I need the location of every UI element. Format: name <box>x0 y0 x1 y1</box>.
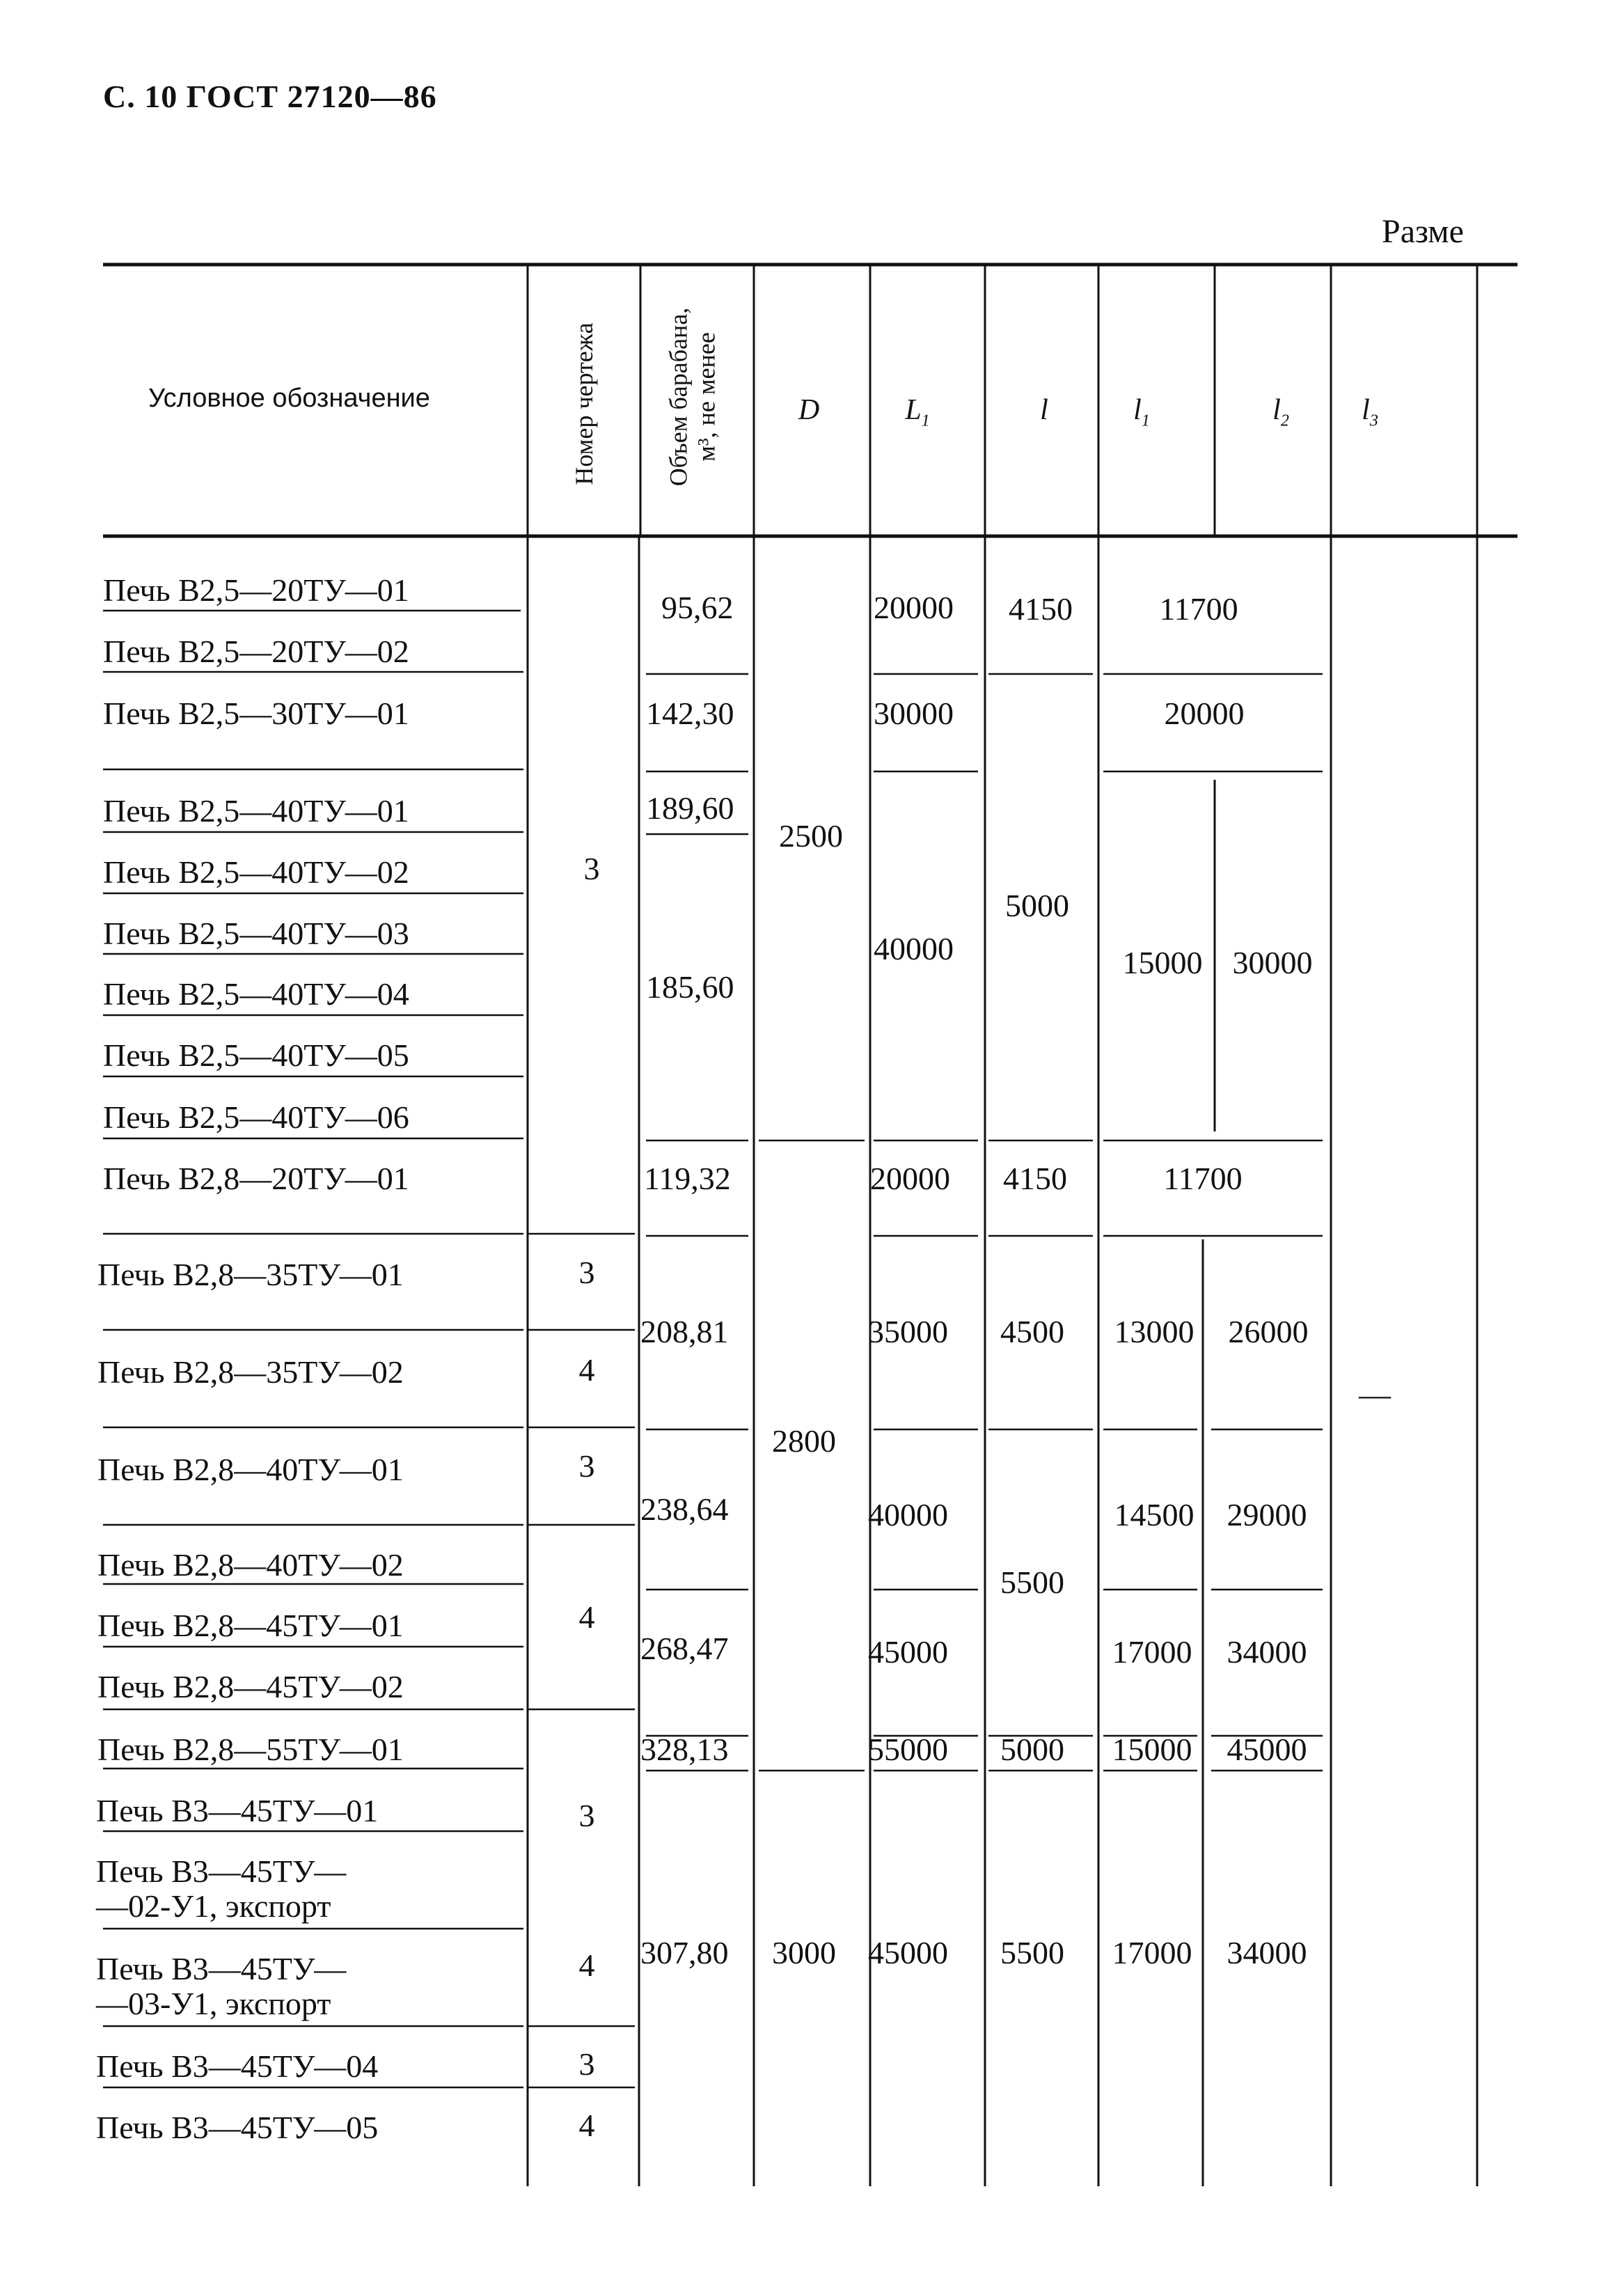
l1-cell: 14500 <box>1114 1497 1195 1532</box>
l2-cell: 26000 <box>1228 1314 1309 1349</box>
l-cell: 4150 <box>1009 591 1073 627</box>
volume-cell: 119,32 <box>644 1161 731 1196</box>
header-drum-volume-line2: м³, не менее <box>692 332 720 462</box>
header-l2-letter: l <box>1272 394 1281 426</box>
volume-cell: 328,13 <box>640 1732 729 1767</box>
l1-cell: 17000 <box>1112 1634 1192 1670</box>
row-label: Печь В2,5—40ТУ—03 <box>103 916 409 951</box>
l-cell: 5500 <box>1000 1935 1064 1970</box>
volume-cell: 268,47 <box>640 1631 729 1666</box>
row-label: Печь В2,8—20ТУ—01 <box>103 1161 409 1196</box>
drawing-no-cell: 3 <box>578 2046 595 2082</box>
header-L1-letter: L <box>905 394 922 426</box>
drawing-no-cell: 3 <box>578 1798 595 1833</box>
row-label: Печь В3—45ТУ—04 <box>96 2048 379 2084</box>
volume-cell: 189,60 <box>646 790 734 826</box>
l1-big-cell: 45000 <box>868 1634 948 1670</box>
row-label: Печь В2,5—40ТУ—02 <box>103 854 409 890</box>
header-designation: Условное обозначение <box>148 384 430 413</box>
header-D: D <box>798 394 820 426</box>
row-label: Печь В2,8—35ТУ—01 <box>97 1257 404 1292</box>
l-cell: 4500 <box>1000 1314 1064 1349</box>
l1-cell: 11700 <box>1159 591 1238 627</box>
row-label-cont: —02-У1, экспорт <box>96 1888 331 1924</box>
l1-big-cell: 40000 <box>868 1497 948 1532</box>
l-cell: 5500 <box>1000 1565 1064 1600</box>
volume-cell: 95,62 <box>661 590 734 625</box>
header-l1-sub: 1 <box>1141 411 1150 430</box>
row-label: Печь В2,8—45ТУ—01 <box>97 1608 404 1643</box>
l1-cell: 15000 <box>1122 945 1203 980</box>
page-header: С. 10 ГОСТ 27120—86 <box>103 79 437 114</box>
volume-cell: 185,60 <box>646 969 734 1005</box>
l1-big-cell: 30000 <box>874 696 954 731</box>
header-l: l <box>1040 394 1048 426</box>
header-drum-volume <box>665 308 720 487</box>
l1-big-cell: 45000 <box>868 1935 948 1970</box>
l1-cell: 13000 <box>1114 1314 1195 1349</box>
row-label: Печь В2,5—40ТУ—04 <box>103 976 409 1012</box>
header-l2-sub: 2 <box>1280 411 1289 430</box>
header-L1-sub: 1 <box>921 411 930 430</box>
l2-cell: 29000 <box>1227 1497 1307 1532</box>
volume-cell: 208,81 <box>640 1314 729 1349</box>
row-label: Печь В2,8—55ТУ—01 <box>97 1732 404 1767</box>
l1-big-cell: 40000 <box>874 931 954 966</box>
header-drawing-no: Номер чертежа <box>570 322 599 485</box>
header-l1 <box>1133 395 1150 429</box>
row-label: Печь В2,5—20ТУ—01 <box>103 572 409 608</box>
header-l1-letter: l <box>1133 394 1142 426</box>
l3-cell: — <box>1359 1377 1391 1412</box>
l1-cell: 11700 <box>1163 1161 1243 1196</box>
row-label: Печь В3—45ТУ—01 <box>96 1793 379 1828</box>
drawing-no-cell: 4 <box>578 1599 595 1635</box>
row-label: Печь В2,8—45ТУ—02 <box>97 1669 404 1704</box>
row-label-cont: —03-У1, экспорт <box>96 1986 331 2021</box>
l1-big-cell: 20000 <box>870 1161 950 1196</box>
l1-big-cell: 20000 <box>874 590 954 625</box>
l1-cell: 20000 <box>1164 696 1245 731</box>
l2-cell: 30000 <box>1232 945 1313 980</box>
drawing-no-cell: 3 <box>578 1255 595 1290</box>
header-drum-volume-line1: Объем барабана, <box>664 307 693 487</box>
d-cell: 2800 <box>772 1423 836 1459</box>
header-l3-sub: 3 <box>1369 411 1378 430</box>
l2-cell: 45000 <box>1227 1732 1307 1767</box>
row-label: Печь В2,5—40ТУ—06 <box>103 1099 409 1135</box>
d-cell: 2500 <box>779 818 843 854</box>
d-cell: 3000 <box>772 1935 836 1970</box>
row-label: Печь В2,5—30ТУ—01 <box>103 696 409 731</box>
row-label: Печь В2,8—40ТУ—01 <box>97 1452 404 1487</box>
volume-cell: 307,80 <box>640 1935 729 1970</box>
l-cell: 4150 <box>1003 1161 1067 1196</box>
l2-cell: 34000 <box>1227 1634 1307 1670</box>
l1-cell: 17000 <box>1112 1935 1192 1970</box>
drawing-no-cell: 4 <box>578 1947 595 1983</box>
volume-cell: 142,30 <box>646 696 734 731</box>
drawing-no-cell: 3 <box>578 1448 595 1484</box>
l1-big-cell: 35000 <box>868 1314 948 1349</box>
header-L1 <box>905 395 929 429</box>
row-label: Печь В2,5—20ТУ—02 <box>103 634 409 669</box>
drawing-no-cell: 4 <box>578 1352 595 1388</box>
row-label: Печь В2,5—40ТУ—01 <box>103 793 409 829</box>
l-cell: 5000 <box>1000 1732 1064 1767</box>
l1-big-cell: 55000 <box>868 1732 948 1767</box>
row-label: Печь В3—45ТУ— <box>96 1853 347 1889</box>
volume-cell: 238,64 <box>640 1491 729 1527</box>
row-label: Печь В3—45ТУ— <box>96 1951 347 1986</box>
header-l3 <box>1362 395 1378 429</box>
row-label: Печь В2,8—40ТУ—02 <box>97 1547 404 1583</box>
drawing-no-cell: 3 <box>583 851 600 886</box>
l-cell: 5000 <box>1005 888 1069 923</box>
l2-cell: 34000 <box>1227 1935 1307 1970</box>
header-l3-letter: l <box>1362 394 1370 426</box>
row-label: Печь В3—45ТУ—05 <box>96 2110 379 2145</box>
row-label: Печь В2,8—35ТУ—02 <box>97 1354 404 1390</box>
row-label: Печь В2,5—40ТУ—05 <box>103 1037 409 1073</box>
header-l2 <box>1272 395 1289 429</box>
drawing-no-cell: 4 <box>578 2108 595 2143</box>
table-caption: Разме <box>1382 213 1464 250</box>
l1-cell: 15000 <box>1112 1732 1192 1767</box>
